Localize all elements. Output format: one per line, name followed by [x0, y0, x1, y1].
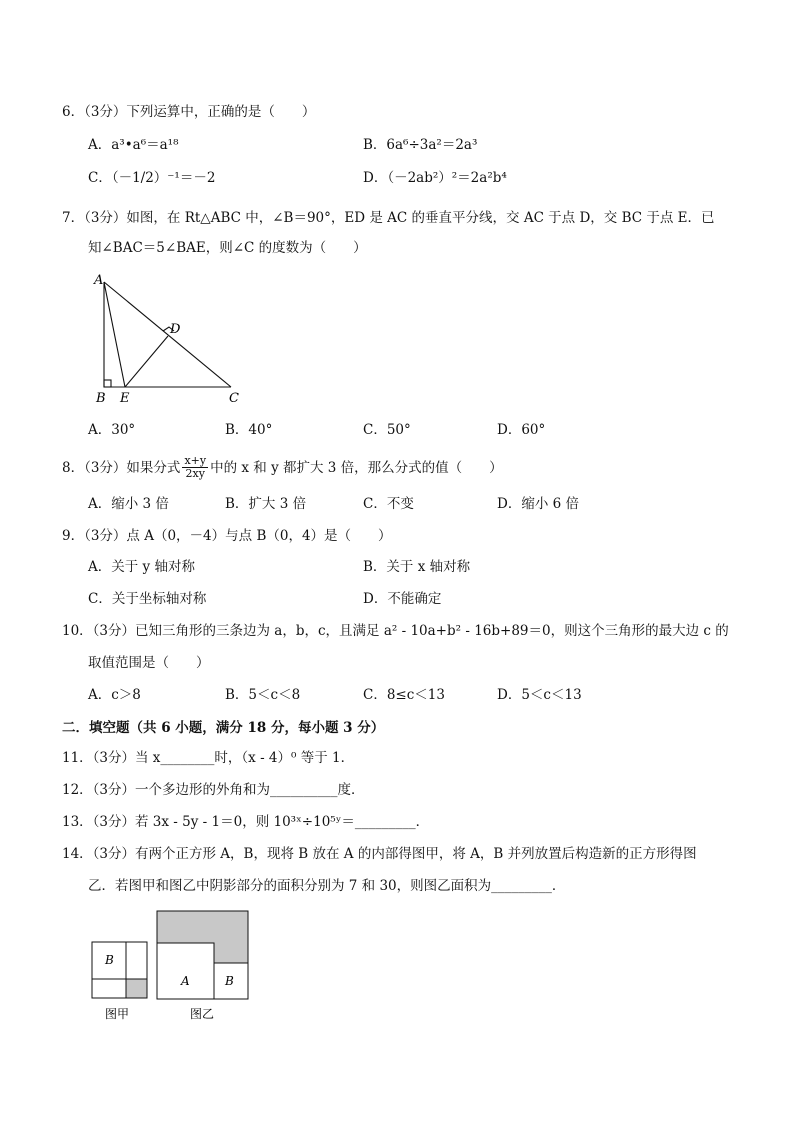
jia-shaded-region [126, 979, 147, 998]
yi-shaded-region [157, 911, 248, 963]
q14-squares-figure [88, 905, 258, 1025]
q7-option-d: D．60° [497, 422, 546, 438]
label-d: D [170, 322, 181, 337]
q14-stem-line1: 14．（3分）有两个正方形 A，B，现将 B 放在 A 的内部得图甲，将 A，B 并列放置后构造新的正方形得图 [62, 846, 697, 862]
q10-option-a: A．c＞8 [88, 687, 141, 703]
caption-jia: 图甲 [105, 1007, 130, 1021]
q7-stem-line2: 知∠BAC＝5∠BAE，则∠C 的度数为（ ） [88, 240, 367, 256]
q7-triangle-figure [88, 270, 258, 410]
q11-stem: 11．（3分）当 x________时，（x - 4）⁰ 等于 1． [62, 750, 355, 766]
q8-option-c: C．不变 [363, 496, 414, 512]
q8-fraction-numerator: x+y [184, 454, 207, 467]
section-fill-in-blank-heading: 二．填空题（共 6 小题，满分 18 分，每小题 3 分） [62, 720, 385, 736]
q8-stem-after: 中的 x 和 y 都扩大 3 倍，那么分式的值（ ） [210, 459, 503, 476]
right-angle-mark-b [104, 380, 111, 387]
yi-label-a: A [181, 974, 190, 988]
yi-label-b: B [225, 974, 234, 988]
q10-stem-line1: 10．（3分）已知三角形的三条边为 a，b，c，且满足 a² - 10a+b² - 16b+89＝0，则这个三角形的最大边 c 的 [62, 623, 729, 639]
q9-option-a: A．关于 y 轴对称 [88, 559, 195, 575]
label-a: A [94, 273, 104, 288]
label-b: B [96, 391, 106, 406]
q10-option-c: C．8≤c＜13 [363, 687, 445, 703]
q8-option-b: B．扩大 3 倍 [225, 496, 307, 512]
q10-option-b: B．5＜c＜8 [225, 687, 301, 703]
q8-fraction-denominator: 2xy [185, 467, 205, 480]
q8-stem-before: 8．（3分）如果分式 [62, 459, 181, 476]
q7-option-c: C．50° [363, 422, 411, 438]
q7-stem-line1: 7．（3分）如图，在 Rt△ABC 中，∠B＝90°，ED 是 AC 的垂直平分线，交 AC 于点 D，交 BC 于点 E．已 [62, 210, 715, 226]
q8-stem [62, 455, 503, 480]
segment-ac [104, 282, 231, 387]
q6-option-a: A．a³•a⁶＝a¹⁸ [88, 137, 179, 153]
q6-option-c: C．（－1/2）⁻¹＝－2 [88, 170, 216, 186]
q10-option-d: D．5＜c＜13 [497, 687, 582, 703]
yi-square-a [157, 943, 214, 999]
q10-stem-line2: 取值范围是（ ） [88, 655, 210, 671]
q6-option-b: B．6a⁶÷3a²＝2a³ [363, 137, 478, 153]
q9-option-c: C．关于坐标轴对称 [88, 591, 207, 607]
q8-option-d: D．缩小 6 倍 [497, 496, 579, 512]
q9-stem: 9．（3分）点 A（0，－4）与点 B（0，4）是（ ） [62, 528, 392, 544]
q12-stem: 12．（3分）一个多边形的外角和为__________度． [62, 782, 365, 798]
q7-option-a: A．30° [88, 422, 136, 438]
segment-ed [125, 336, 168, 387]
q9-option-b: B．关于 x 轴对称 [363, 559, 471, 575]
q6-option-d: D．（－2ab²）²＝2a²b⁴ [363, 170, 507, 186]
q8-fraction [182, 455, 208, 480]
segment-ae [104, 282, 125, 387]
q13-stem: 13．（3分）若 3x - 5y - 1＝0，则 10³ˣ÷10⁵ʸ＝_________． [62, 814, 430, 830]
q8-option-a: A．缩小 3 倍 [88, 496, 169, 512]
q7-option-b: B．40° [225, 422, 273, 438]
label-e: E [120, 391, 130, 406]
label-c: C [229, 391, 239, 406]
q9-option-d: D．不能确定 [363, 591, 442, 607]
q14-stem-line2: 乙．若图甲和图乙中阴影部分的面积分别为 7 和 30，则图乙面积为_________． [88, 878, 566, 894]
q6-stem: 6．（3分）下列运算中，正确的是（ ） [62, 104, 316, 120]
jia-label-b: B [105, 953, 114, 967]
caption-yi: 图乙 [190, 1007, 215, 1021]
